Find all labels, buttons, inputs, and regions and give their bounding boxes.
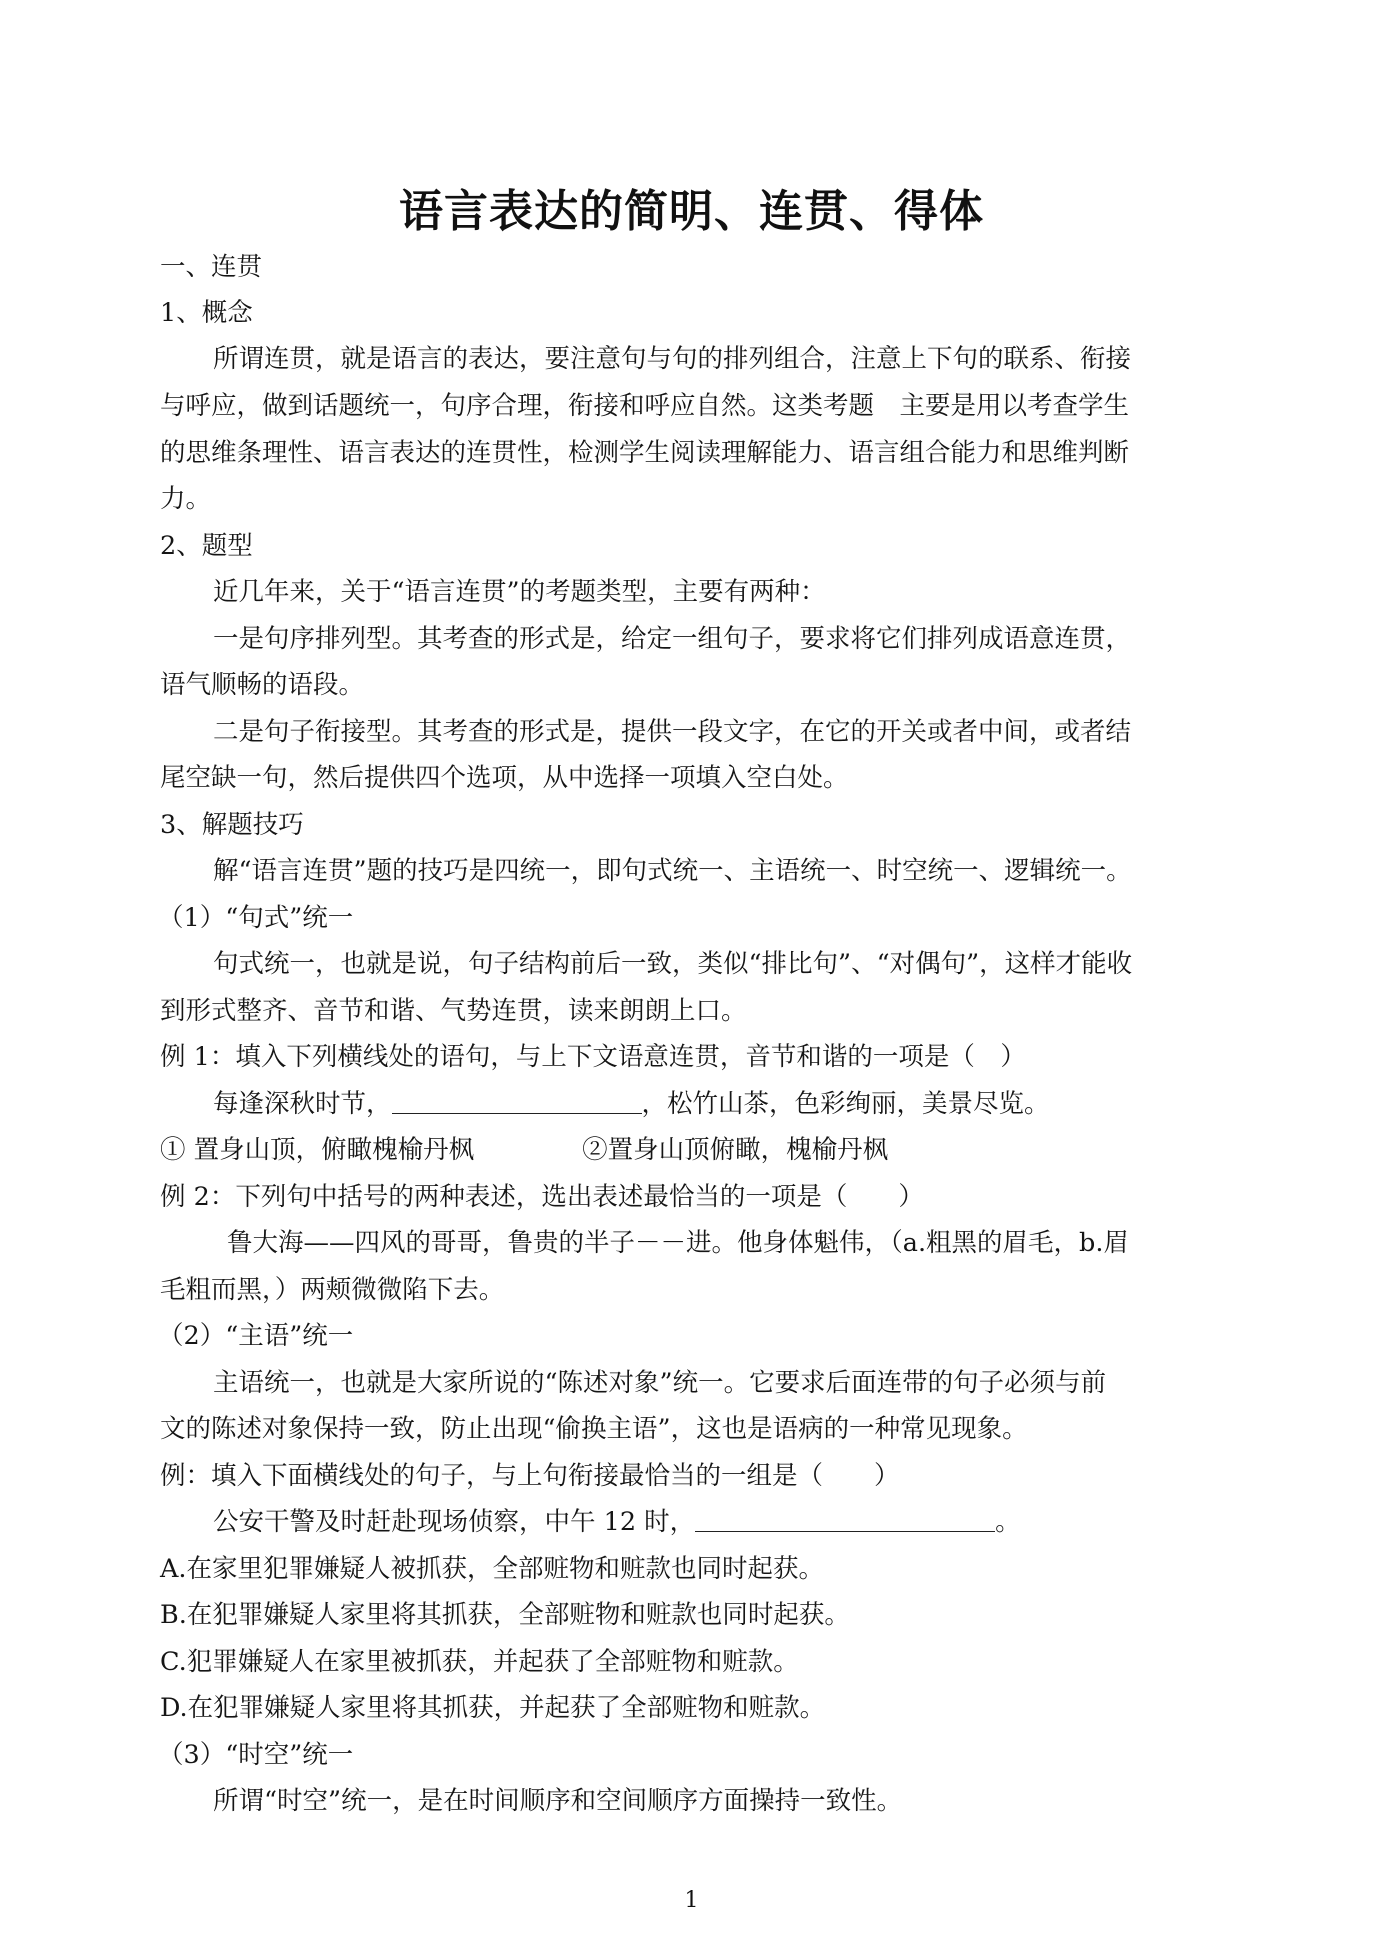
subheading-concept: 1、概念 <box>160 298 253 328</box>
example-3-question: 例：填入下面横线处的句子，与上句衔接最恰当的一组是（ ） <box>160 1461 900 1491</box>
page-number: 1 <box>684 1888 699 1913</box>
example-1-sentence <box>213 1087 1050 1121</box>
paragraph-line: 语气顺畅的语段。 <box>160 670 365 700</box>
paragraph-line: 一是句序排列型。其考查的形式是，给定一组句子，要求将它们排列成语意连贯， <box>213 624 1132 654</box>
option-c: C.犯罪嫌疑人在家里被抓获，并起获了全部赃物和赃款。 <box>160 1647 799 1677</box>
paragraph-line: 毛粗而黑，）两颊微微陷下去。 <box>160 1275 505 1305</box>
fill-in-blank <box>392 1087 642 1114</box>
option-2: ②置身山顶俯瞰，槐榆丹枫 <box>582 1135 889 1165</box>
paragraph-line: 解“语言连贯”题的技巧是四统一，即句式统一、主语统一、时空统一、逻辑统一。 <box>213 856 1132 886</box>
subheading-question-types: 2、题型 <box>160 531 253 561</box>
fill-in-blank <box>695 1505 995 1532</box>
subheading-techniques: 3、解题技巧 <box>160 810 304 840</box>
page-title: 语言表达的简明、连贯、得体 <box>399 186 984 237</box>
option-b: B.在犯罪嫌疑人家里将其抓获，全部赃物和赃款也同时起获。 <box>160 1600 850 1630</box>
sentence-suffix: ，松竹山茶，色彩绚丽，美景尽览。 <box>641 1089 1050 1119</box>
section-heading-coherence: 一、连贯 <box>160 252 263 282</box>
example-2-question: 例 2：下列句中括号的两种表述，选出表述最恰当的一项是（ ） <box>160 1182 924 1212</box>
example-1-question: 例 1：填入下列横线处的语句，与上下文语意连贯，音节和谐的一项是（ ） <box>160 1042 1026 1072</box>
option-1: ① 置身山顶，俯瞰槐榆丹枫 <box>160 1135 475 1165</box>
paragraph-line: 所谓连贯，就是语言的表达，要注意句与句的排列组合，注意上下句的联系、衔接 <box>213 344 1132 374</box>
paragraph-line: 到形式整齐、音节和谐、气势连贯，读来朗朗上口。 <box>160 996 747 1026</box>
paragraph-line: 尾空缺一句，然后提供四个选项，从中选择一项填入空白处。 <box>160 763 849 793</box>
paragraph-line: 鲁大海——四风的哥哥，鲁贵的半子－－进。他身体魁伟，（a.粗黑的眉毛，b.眉 <box>227 1228 1129 1258</box>
sentence-prefix: 公安干警及时赶赴现场侦察，中午 12 时， <box>213 1507 696 1537</box>
example-1-options <box>160 1133 888 1167</box>
paragraph-line: 文的陈述对象保持一致，防止出现“偷换主语”，这也是语病的一种常见现象。 <box>160 1414 1028 1444</box>
sentence-prefix: 每逢深秋时节， <box>213 1089 392 1119</box>
example-3-sentence <box>213 1505 1021 1539</box>
paragraph-line: 近几年来，关于“语言连贯”的考题类型，主要有两种： <box>213 577 826 607</box>
paragraph-line: 主语统一，也就是大家所说的“陈述对象”统一。它要求后面连带的句子必须与前 <box>213 1368 1107 1398</box>
sentence-suffix: 。 <box>995 1507 1021 1537</box>
subheading-sentence-pattern: （1）“句式”统一 <box>158 903 354 933</box>
paragraph-line: 二是句子衔接型。其考查的形式是，提供一段文字，在它的开关或者中间，或者结 <box>213 717 1132 747</box>
option-a: A.在家里犯罪嫌疑人被抓获，全部赃物和赃款也同时起获。 <box>160 1554 825 1584</box>
option-d: D.在犯罪嫌疑人家里将其抓获，并起获了全部赃物和赃款。 <box>160 1693 826 1723</box>
paragraph-line: 力。 <box>160 484 212 514</box>
paragraph-line: 的思维条理性、语言表达的连贯性，检测学生阅读理解能力、语言组合能力和思维判断 <box>160 438 1130 468</box>
subheading-subject: （2）“主语”统一 <box>158 1321 354 1351</box>
paragraph-line: 所谓“时空”统一，是在时间顺序和空间顺序方面操持一致性。 <box>213 1786 903 1816</box>
paragraph-line: 句式统一，也就是说，句子结构前后一致，类似“排比句”、“对偶句”，这样才能收 <box>213 949 1133 979</box>
subheading-time-space: （3）“时空”统一 <box>158 1740 354 1770</box>
paragraph-line: 与呼应，做到话题统一，句序合理，衔接和呼应自然。这类考题 主要是用以考查学生 <box>160 391 1130 421</box>
